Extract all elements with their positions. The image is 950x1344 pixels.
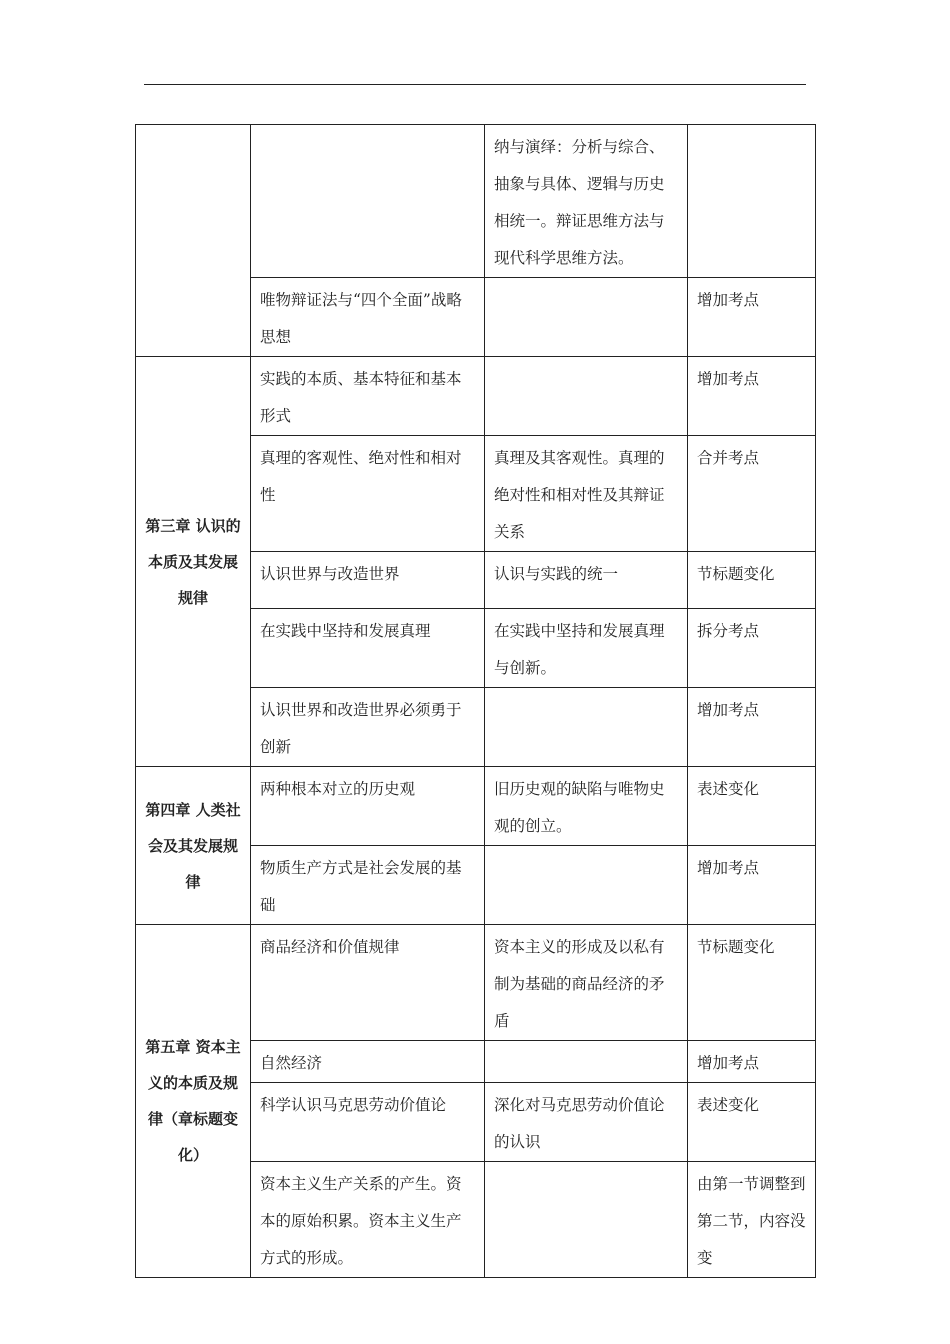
old-cell xyxy=(485,1162,688,1278)
topic-cell: 自然经济 xyxy=(251,1041,485,1083)
table-row xyxy=(136,125,816,278)
old-cell xyxy=(485,1041,688,1083)
old-cell xyxy=(485,688,688,767)
topic-cell: 真理的客观性、绝对性和相对性 xyxy=(251,436,485,552)
chapter-cell: 第五章 资本主义的本质及规律（章标题变化） xyxy=(136,925,251,1278)
change-cell: 增加考点 xyxy=(688,688,816,767)
chapter-cell: 第四章 人类社会及其发展规律 xyxy=(136,767,251,925)
exam-changes-table xyxy=(135,124,816,1278)
old-cell: 认识与实践的统一 xyxy=(485,552,688,609)
table-row xyxy=(136,357,816,436)
topic-cell: 物质生产方式是社会发展的基础 xyxy=(251,846,485,925)
chapter-cell: 第三章 认识的本质及其发展规律 xyxy=(136,357,251,767)
table-row xyxy=(136,767,816,846)
old-cell xyxy=(485,846,688,925)
topic-cell: 认识世界与改造世界 xyxy=(251,552,485,609)
change-cell: 增加考点 xyxy=(688,278,816,357)
change-cell: 增加考点 xyxy=(688,1041,816,1083)
old-cell xyxy=(485,278,688,357)
chapter-cell xyxy=(136,125,251,357)
old-cell: 深化对马克思劳动价值论的认识 xyxy=(485,1083,688,1162)
change-cell: 拆分考点 xyxy=(688,609,816,688)
change-cell: 合并考点 xyxy=(688,436,816,552)
topic-cell: 在实践中坚持和发展真理 xyxy=(251,609,485,688)
old-cell: 纳与演绎：分析与综合、抽象与具体、逻辑与历史相统一。辩证思维方法与现代科学思维方法。 xyxy=(485,125,688,278)
topic-cell: 资本主义生产关系的产生。资本的原始积累。资本主义生产方式的形成。 xyxy=(251,1162,485,1278)
change-cell: 表述变化 xyxy=(688,1083,816,1162)
topic-cell: 认识世界和改造世界必须勇于创新 xyxy=(251,688,485,767)
table-row xyxy=(136,925,816,1041)
change-cell xyxy=(688,125,816,278)
old-cell: 旧历史观的缺陷与唯物史观的创立。 xyxy=(485,767,688,846)
topic-cell: 实践的本质、基本特征和基本形式 xyxy=(251,357,485,436)
old-cell: 在实践中坚持和发展真理与创新。 xyxy=(485,609,688,688)
change-cell: 节标题变化 xyxy=(688,552,816,609)
topic-cell: 科学认识马克思劳动价值论 xyxy=(251,1083,485,1162)
change-cell: 增加考点 xyxy=(688,357,816,436)
old-cell: 真理及其客观性。真理的绝对性和相对性及其辩证关系 xyxy=(485,436,688,552)
header-rule xyxy=(144,84,806,85)
change-cell: 节标题变化 xyxy=(688,925,816,1041)
old-cell: 资本主义的形成及以私有制为基础的商品经济的矛盾 xyxy=(485,925,688,1041)
topic-cell: 商品经济和价值规律 xyxy=(251,925,485,1041)
change-cell: 由第一节调整到第二节，内容没变 xyxy=(688,1162,816,1278)
topic-cell: 唯物辩证法与“四个全面”战略思想 xyxy=(251,278,485,357)
change-cell: 表述变化 xyxy=(688,767,816,846)
topic-cell: 两种根本对立的历史观 xyxy=(251,767,485,846)
old-cell xyxy=(485,357,688,436)
change-cell: 增加考点 xyxy=(688,846,816,925)
topic-cell xyxy=(251,125,485,278)
